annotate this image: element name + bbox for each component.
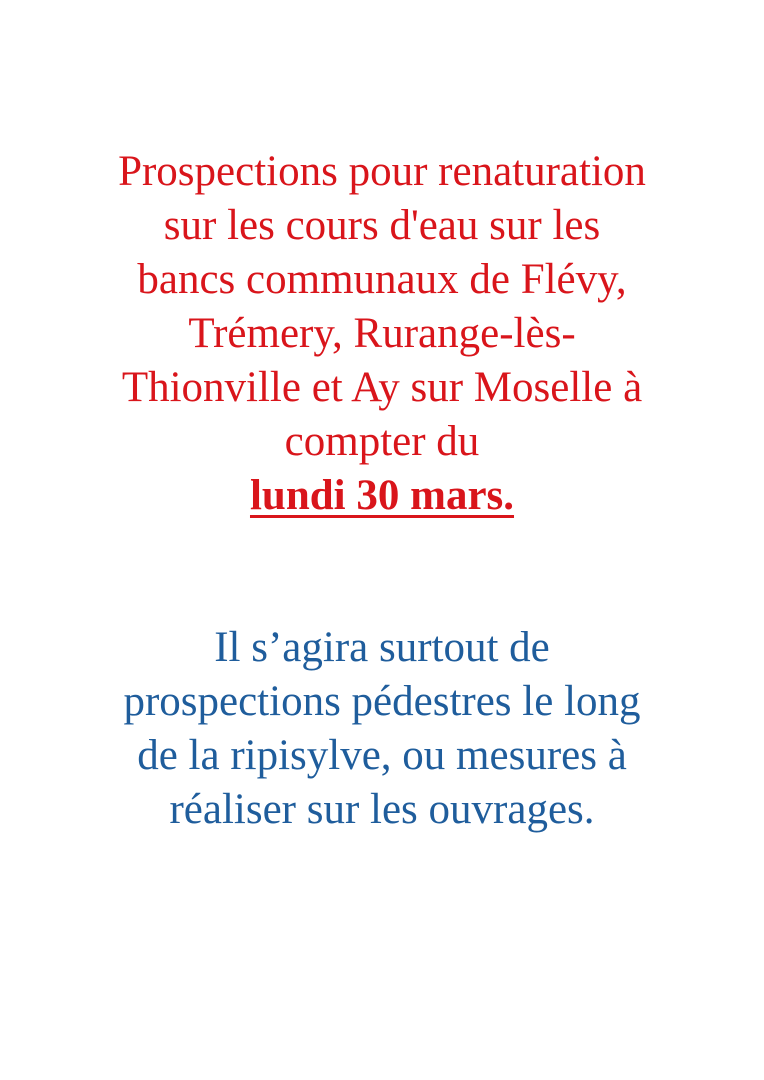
- announcement-line-5: Thionville et Ay sur Moselle à: [121, 364, 643, 411]
- announcement-line-3: bancs communaux de Flévy,: [137, 256, 627, 303]
- details-line-2: prospections pédestres le long: [123, 678, 641, 725]
- announcement-line-6: compter du: [284, 418, 480, 465]
- details-line-4: réaliser sur les ouvrages.: [169, 786, 595, 833]
- announcement-line-1: Prospections pour renaturation: [118, 148, 646, 195]
- announcement-line-4: Trémery, Rurange-lès-: [188, 310, 576, 357]
- details-line-1: Il s’agira surtout de: [214, 624, 550, 671]
- announcement-date: lundi 30 mars.: [249, 472, 515, 519]
- details-block: [0, 621, 764, 837]
- details-line-3: de la ripisylve, ou mesures à: [137, 732, 627, 779]
- announcement-block: [0, 145, 764, 523]
- announcement-line-2: sur les cours d'eau sur les: [163, 202, 601, 249]
